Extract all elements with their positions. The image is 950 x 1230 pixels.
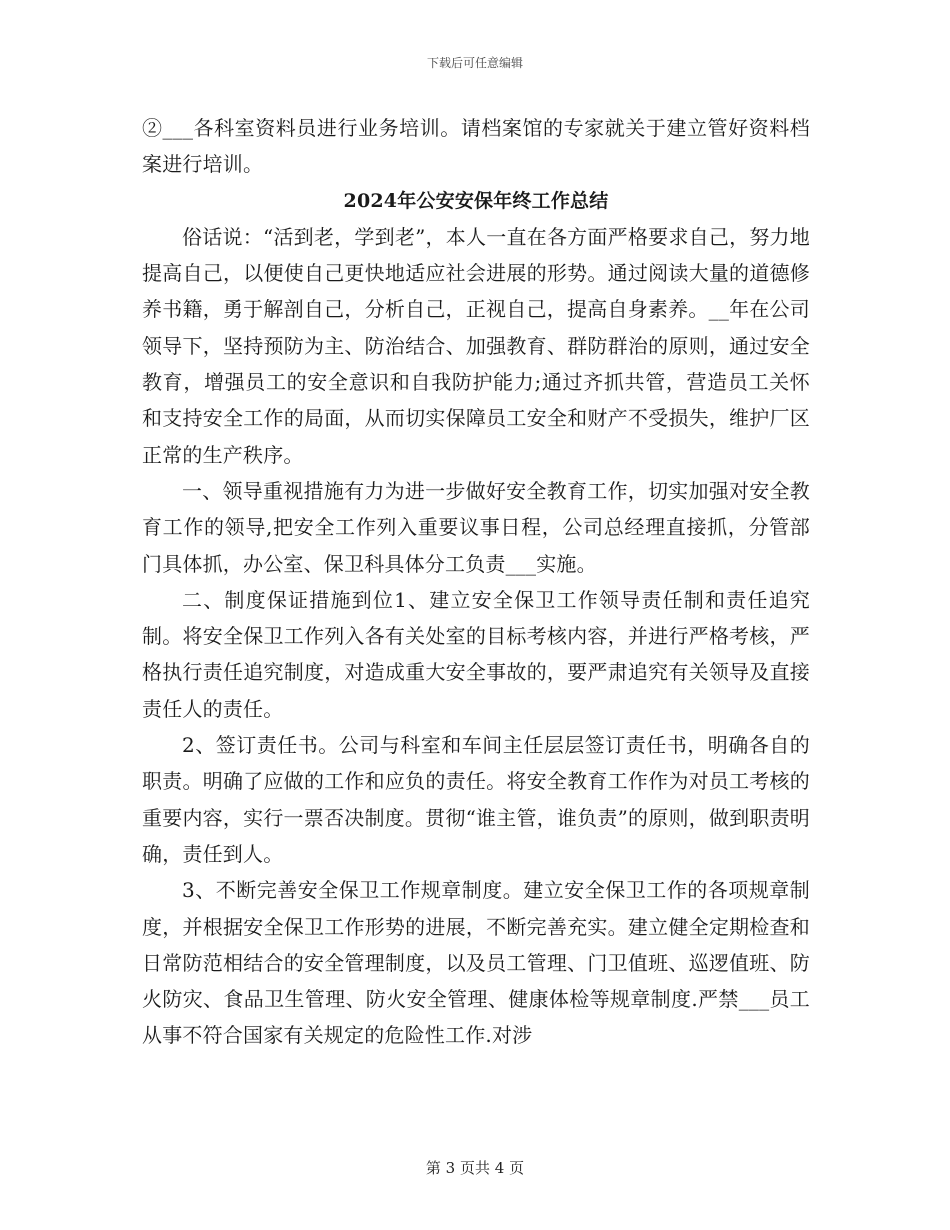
paragraph-responsibility-letter: 2、签订责任书。公司与科室和车间主任层层签订责任书，明确各自的职责。明确了应做的工作和应负的责任。将安全教育工作作为对员工考核的重要内容，实行一票否决制度。贯彻“谁主管，谁负责”的原则，做到职责明确，责任到人。 xyxy=(142,733,810,866)
document-title: 2024年公安安保年终工作总结 xyxy=(343,189,609,212)
paragraph-system-guarantee: 二、制度保证措施到位1、建立安全保卫工作领导责任制和责任追究制。将安全保卫工作列入各有关处室的目标考核内容，并进行严格考核，严格执行责任追究制度，对造成重大安全事故的，要严肃追究有关领导及直接责任人的责任。 xyxy=(142,587,810,721)
paragraph-leadership: 一、领导重视措施有力为进一步做好安全教育工作，切实加强对安全教育工作的领导,把安全工作列入重要议事日程，公司总经理直接抓，分管部门具体抓，办公室、保卫科具体分工负责___实施。 xyxy=(142,478,810,576)
document-body xyxy=(142,110,810,1054)
paragraph-intro-summary: 俗话说：“活到老，学到老”，本人一直在各方面严格要求自己，努力地提高自己，以便使自己更快地适应社会进展的形势。通过阅读大量的道德修养书籍，勇于解剖自己，分析自己，正视自己，提高自身素养。__年在公司领导下，坚持预防为主、防治结合、加强教育、群防群治的原则，通过安全教育，增强员工的安全意识和自我防护能力;通过齐抓共管，营造员工关怀和支持安全工作的局面，从而切实保障员工安全和财产不受损失，维护厂区正常的生产秩序。 xyxy=(142,224,810,467)
paragraph-rules-improvement: 3、不断完善安全保卫工作规章制度。建立安全保卫工作的各项规章制度，并根据安全保卫工作形势的进展，不断完善充实。建立健全定期检查和日常防范相结合的安全管理制度，以及员工管理、门卫值班、巡逻值班、防火防灾、食品卫生管理、防火安全管理、健康体检等规章制度.严禁___员工从事不符合国家有关规定的危险性工作.对涉 xyxy=(142,878,810,1048)
intro-paragraph: ②___各科室资料员进行业务培训。请档案馆的专家就关于建立管好资料档案进行培训。 xyxy=(142,116,810,177)
page-header: 下载后可任意编辑 xyxy=(426,56,523,70)
page-footer: 第 3 页共 4 页 xyxy=(425,1159,525,1177)
